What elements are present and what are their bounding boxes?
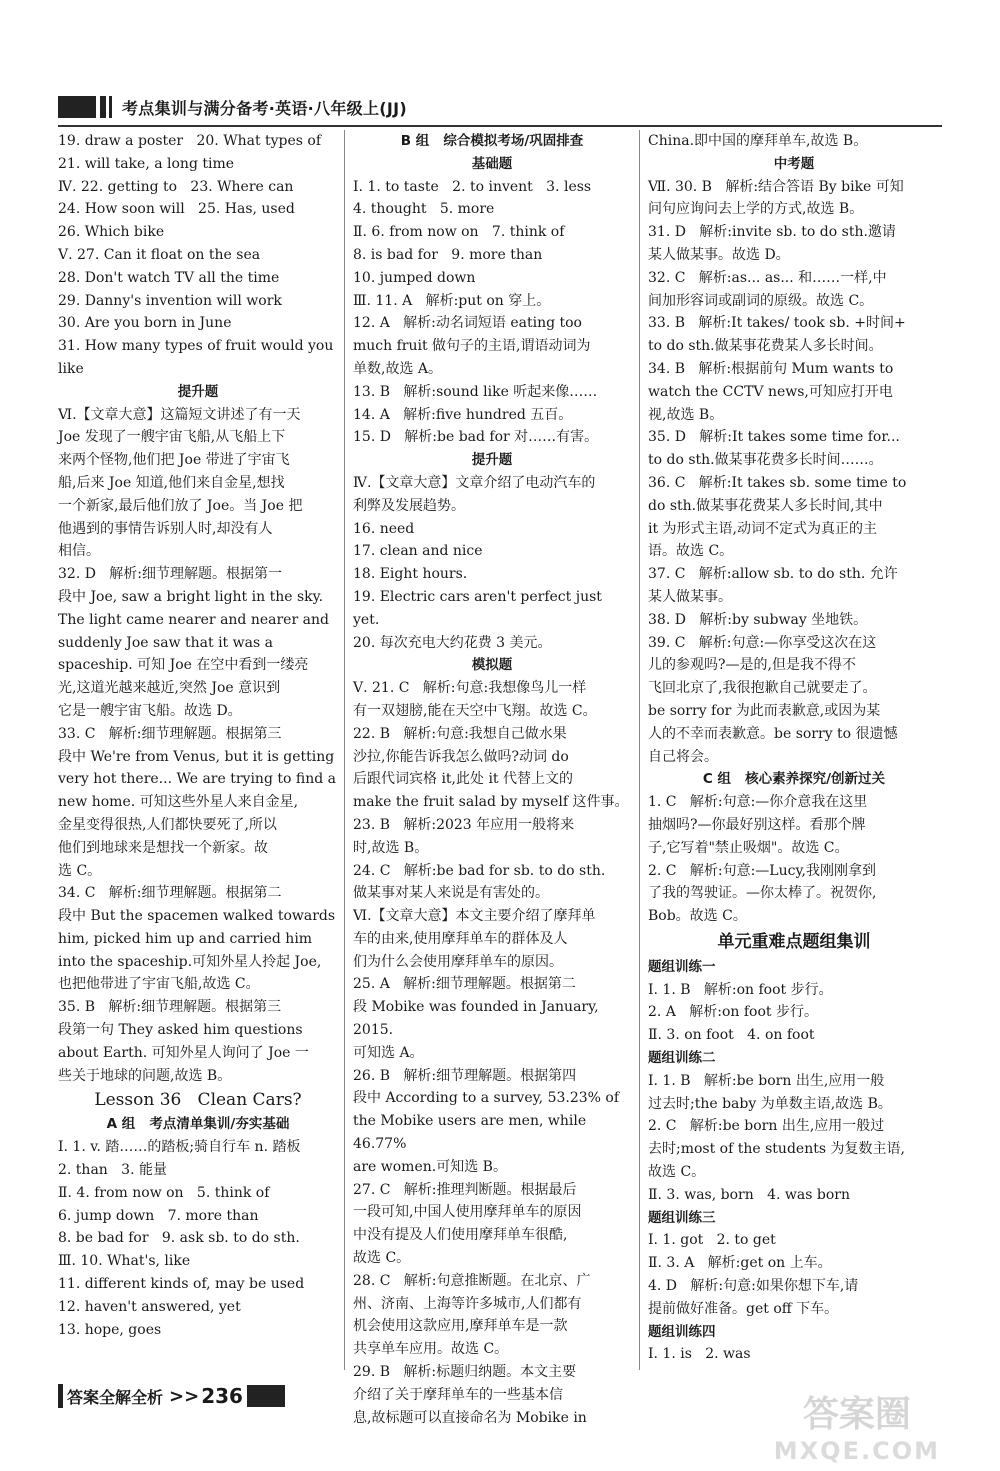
answer-line: 33. C 解析:细节理解题。根据第三: [58, 725, 282, 742]
answer-line: 过去时;the baby 为单数主语,故选 B。: [648, 1095, 892, 1112]
answer-line: 它是一艘宇宙飞船。故选 D。: [58, 702, 242, 719]
answer-line: 单元重难点题组集训: [717, 931, 871, 952]
answer-line: 21. will take, a long time: [58, 155, 235, 172]
answer-line: 子,它写着"禁止吸烟"。故选 C。: [648, 839, 849, 856]
answer-line: 19. draw a poster 20. What types of: [58, 133, 322, 149]
answer-line: Ⅳ. 22. getting to 23. Where can: [58, 178, 294, 195]
answer-line: China.即中国的摩拜单车,故选 B。: [648, 133, 868, 149]
answer-line: 模拟题: [471, 657, 513, 674]
answer-line: 一段可知,中国人使用摩拜单车的原因: [353, 1204, 582, 1221]
answer-line: 间加形容词或副词的原级。故选 C。: [648, 292, 874, 309]
answer-line: 他们到地球来是想找一个新家。故: [58, 839, 268, 856]
answer-line: 19. Electric cars aren't perfect just yet.: [353, 588, 607, 628]
answer-line: 段中 Joe, saw a bright light in the sky.: [58, 588, 324, 605]
answer-line: 31. How many types of fruit would you: [58, 338, 334, 355]
answer-line: 金星变得很热,人们都快要死了,所以: [58, 816, 277, 833]
answer-line: 23. B 解析:2023 年应用一般将来: [353, 816, 575, 833]
answer-line: 34. C 解析:细节理解题。根据第二: [58, 885, 282, 902]
answer-line: 他遇到的事情告诉别人时,却没有人: [58, 520, 273, 537]
answer-line: Ⅶ. 30. B 解析:结合答语 By bike 可知: [648, 178, 904, 195]
answer-line: 25. A 解析:细节理解题。根据第二: [353, 976, 576, 993]
answer-line: 利弊及发展趋势。: [353, 497, 465, 514]
answer-line: be sorry for 为此而表歉意,或因为某: [648, 702, 881, 719]
answer-line: watch the CCTV news,可知应打开电: [648, 383, 893, 400]
answer-line: 段中 We're from Venus, but it is getting: [58, 748, 335, 765]
answer-line: Ⅱ. 3. on foot 4. on foot: [648, 1027, 815, 1044]
answer-line: 段中 But the spacemen walked towards: [58, 908, 336, 925]
answer-line: Joe 发现了一艘宇宙飞船,从飞船上下: [58, 429, 286, 446]
header-title: 考点集训与满分备考·英语·八年级上(JJ): [122, 98, 407, 118]
answer-line: 语。故选 C。: [648, 543, 734, 560]
answer-line: 4. thought 5. more: [353, 201, 495, 218]
answer-line: Ⅱ. 4. from now on 5. think of: [58, 1184, 270, 1201]
answer-line: 些关于地球的问题,故选 B。: [58, 1067, 232, 1084]
answer-line: Ⅳ.【文章大意】文章介绍了电动汽车的: [353, 474, 596, 491]
answer-line: 17. clean and nice: [353, 543, 483, 560]
answer-line: 段 Mobike was founded in January, 2015.: [353, 999, 604, 1039]
answer-line: 选 C。: [58, 862, 102, 879]
answer-line: 车的由来,使用摩拜单车的群体及人: [353, 930, 568, 947]
answer-line: Ⅰ. 1. is 2. was: [648, 1346, 751, 1363]
answer-line: to do sth.做某事花费某人多长时间。: [648, 338, 883, 355]
answer-line: 时,故选 B。: [353, 839, 429, 856]
answer-line: it 为形式主语,动词不定式为真正的主: [648, 520, 878, 537]
answer-line: 39. C 解析:句意:—你享受这次在这: [648, 634, 877, 651]
answer-line: 11. different kinds of, may be used: [58, 1276, 305, 1293]
answer-line: 基础题: [471, 155, 513, 172]
answer-line: 故选 C。: [353, 1250, 411, 1267]
answer-line: 某人做某事。故选 D。: [648, 246, 790, 263]
answer-line: 12. haven't answered, yet: [58, 1298, 241, 1315]
column-divider: [639, 130, 640, 1370]
answer-line: 32. C 解析:as... as... 和……一样,中: [648, 269, 887, 286]
answer-line: 30. Are you born in June: [58, 315, 232, 332]
answer-line: 们为什么会使用摩拜单车的原因。: [353, 953, 563, 970]
answer-line: Ⅰ. 1. got 2. to get: [648, 1232, 776, 1249]
answer-line: suddenly Joe saw that it was a: [58, 634, 273, 651]
answer-line: 10. jumped down: [353, 269, 476, 286]
answer-line: 中考题: [773, 155, 815, 172]
footer-label: 答案全解全析: [67, 1387, 164, 1407]
answer-line: 24. C 解析:be bad for sb. to do sth.: [353, 862, 606, 879]
answer-line: 24. How soon will 25. Has, used: [58, 201, 295, 218]
answer-line: 一个新家,最后他们放了 Joe。当 Joe 把: [58, 497, 303, 514]
answer-line: Lesson 36 Clean Cars?: [94, 1090, 302, 1111]
answer-line: the Mobike users are men, while 46.77%: [353, 1113, 591, 1153]
answer-line: 自己将会。: [648, 748, 718, 765]
answer-line: 提升题: [471, 452, 513, 469]
answer-line: Ⅰ. 1. B 解析:be born 出生,应用一般: [648, 1072, 885, 1089]
answer-line: 来两个怪物,他们把 Joe 带进了宇宙飞: [58, 452, 290, 469]
column-left: [58, 130, 338, 1341]
header-bar-thin: [109, 96, 112, 118]
answer-line: him, picked him up and carried him: [58, 930, 313, 947]
answer-line: 27. C 解析:推理判断题。根据最后: [353, 1181, 577, 1198]
answer-line: 2. than 3. 能量: [58, 1162, 167, 1179]
column-right: [648, 130, 940, 1366]
answer-line: The light came nearer and nearer and: [58, 611, 329, 628]
answer-line: Ⅰ. 1. to taste 2. to invent 3. less: [353, 178, 592, 195]
answer-line: 光,这道光越来越近,突然 Joe 意识到: [58, 680, 281, 697]
footer-bar: [58, 1384, 63, 1408]
answer-line: 33. B 解析:It takes/ took sb. +时间+: [648, 315, 906, 332]
answer-line: Ⅱ. 3. was, born 4. was born: [648, 1186, 850, 1203]
answer-line: 36. C 解析:It takes sb. some time to: [648, 474, 907, 491]
chevron-right-icon: >>: [169, 1385, 200, 1407]
answer-line: 息,故标题可以直接命名为 Mobike in: [353, 1409, 587, 1426]
answer-line: 题组训练三: [648, 1209, 716, 1226]
answer-line: Ⅲ. 10. What's, like: [58, 1253, 191, 1270]
answer-line: 后跟代词宾格 it,此处 it 代替上文的: [353, 771, 574, 788]
answer-line: 也把他带进了宇宙飞船,故选 C。: [58, 976, 260, 993]
watermark-url: MXQE.COM: [773, 1437, 940, 1465]
answer-line: 22. B 解析:句意:我想自己做水果: [353, 725, 567, 742]
answer-line: 中没有提及人们使用摩拜单车很酷,: [353, 1227, 568, 1244]
answer-line: 2. C 解析:be born 出生,应用一般过: [648, 1118, 885, 1135]
page-number: 236: [201, 1384, 243, 1408]
answer-line: 32. D 解析:细节理解题。根据第一: [58, 566, 283, 583]
answer-line: Ⅵ.【文章大意】这篇短文讲述了有一天: [58, 406, 301, 423]
answer-line: 提升题: [177, 383, 219, 400]
answer-line: 某人做某事。: [648, 588, 732, 605]
answer-line: 了我的驾驶证。—你太棒了。祝贺你,: [648, 885, 877, 902]
answer-line: 题组训练四: [648, 1323, 716, 1340]
answer-line: 可知选 A。: [353, 1044, 424, 1061]
answer-line: Ⅵ.【文章大意】本文主要介绍了摩拜单: [353, 908, 596, 925]
answer-line: 段第一句 They asked him questions: [58, 1022, 303, 1039]
answer-line: 16. need: [353, 520, 415, 537]
answer-line: 4. D 解析:句意:如果你想下车,请: [648, 1278, 859, 1295]
answer-line: 26. Which bike: [58, 224, 165, 241]
answer-line: 视,故选 B。: [648, 406, 724, 423]
answer-line: Ⅱ. 3. A 解析:get on 上车。: [648, 1255, 832, 1272]
watermark: [774, 1386, 940, 1465]
answer-line: 沙拉,你能告诉我怎么做吗?动词 do: [353, 748, 569, 765]
answer-line: 2. C 解析:句意:—Lucy,我刚刚拿到: [648, 862, 876, 879]
column-divider: [344, 130, 345, 1370]
answer-line: 相信。: [58, 543, 100, 560]
answer-line: are women.可知选 B。: [353, 1158, 507, 1175]
answer-line: 人的不幸而表歉意。be sorry to 很遗憾: [648, 725, 898, 742]
answer-line: 8. is bad for 9. more than: [353, 246, 543, 263]
page-footer: [58, 1381, 285, 1411]
answer-line: C 组 核心素养探究/创新过关: [702, 771, 886, 788]
answer-line: Ⅴ. 27. Can it float on the sea: [58, 246, 261, 263]
answer-line: 34. B 解析:根据前句 Mum wants to: [648, 360, 894, 377]
answer-line: 35. D 解析:It takes some time for...: [648, 429, 900, 446]
answer-line: 8. be bad for 9. ask sb. to do sth.: [58, 1230, 300, 1247]
header-rule: [58, 125, 942, 127]
answer-line: 14. A 解析:five hundred 五百。: [353, 406, 573, 423]
answer-line: 题组训练二: [648, 1050, 716, 1067]
answer-line: 28. Don't watch TV all the time: [58, 269, 280, 286]
answer-line: Ⅰ. 1. v. 踏……的踏板;骑自行车 n. 踏板: [58, 1139, 301, 1156]
answer-line: 2. A 解析:on foot 步行。: [648, 1004, 818, 1021]
answer-line: 28. C 解析:句意推断题。在北京、广: [353, 1272, 591, 1289]
answer-line: 做某事对某人来说是有害处的。: [353, 885, 549, 902]
answer-line: 提前做好准备。get off 下车。: [648, 1300, 839, 1317]
answer-line: do sth.做某事花费某人多长时间,其中: [648, 497, 883, 514]
answer-line: into the spaceship.可知外星人拎起 Joe,: [58, 953, 322, 970]
answer-line: 38. D 解析:by subway 坐地铁。: [648, 611, 868, 628]
answer-line: 故选 C。: [648, 1164, 706, 1181]
answer-line: 州、济南、上海等许多城市,人们都有: [353, 1295, 582, 1312]
header-bar: [100, 96, 106, 118]
answer-line: 有一双翅膀,能在天空中飞翔。故选 C。: [353, 702, 597, 719]
answer-line: make the fruit salad by myself 这件事。: [353, 794, 629, 811]
answer-line: like: [58, 360, 84, 377]
answer-line: 12. A 解析:动名词短语 eating too: [353, 315, 582, 332]
page-header: [58, 92, 938, 122]
answer-line: new home. 可知这些外星人来自金星,: [58, 794, 299, 811]
answer-line: 13. hope, goes: [58, 1321, 162, 1338]
answer-line: 29. Danny's invention will work: [58, 292, 282, 309]
answer-line: 37. C 解析:allow sb. to do sth. 允许: [648, 566, 898, 583]
answer-line: 共享单车应用。故选 C。: [353, 1341, 509, 1358]
answer-line: 段中 According to a survey, 53.23% of: [353, 1090, 620, 1107]
answer-line: A 组 考点清单集训/夯实基础: [106, 1116, 290, 1133]
answer-line: 18. Eight hours.: [353, 566, 468, 583]
answer-line: Ⅲ. 11. A 解析:put on 穿上。: [353, 292, 551, 309]
answer-line: 35. B 解析:细节理解题。根据第三: [58, 999, 282, 1016]
answer-line: 20. 每次充电大约花费 3 美元。: [353, 634, 552, 651]
answer-line: 31. D 解析:invite sb. to do sth.邀请: [648, 224, 896, 241]
answer-line: 题组训练一: [648, 958, 716, 975]
answer-line: 介绍了关于摩拜单车的一些基本信: [353, 1386, 563, 1403]
answer-line: 26. B 解析:细节理解题。根据第四: [353, 1067, 577, 1084]
answer-line: Bob。故选 C。: [648, 908, 747, 925]
answer-line: 6. jump down 7. more than: [58, 1207, 259, 1224]
answer-line: about Earth. 可知外星人询问了 Joe 一: [58, 1044, 309, 1061]
answer-line: 单数,故选 A。: [353, 360, 443, 377]
footer-block: [247, 1385, 285, 1407]
answer-line: much fruit 做句子的主语,谓语动词为: [353, 338, 591, 355]
answer-line: B 组 综合模拟考场/巩固排查: [400, 133, 584, 149]
answer-line: Ⅴ. 21. C 解析:句意:我想像鸟儿一样: [353, 680, 587, 697]
answer-line: 船,后来 Joe 知道,他们来自金星,想找: [58, 474, 285, 491]
answer-line: to do sth.做某事花费多长时间……。: [648, 452, 883, 469]
answer-line: 15. D 解析:be bad for 对……有害。: [353, 429, 599, 446]
answer-line: 机会使用这款应用,摩拜单车是一款: [353, 1318, 568, 1335]
answer-line: spaceship. 可知 Joe 在空中看到一缕亮: [58, 657, 309, 674]
answer-line: 儿的参观吗?—是的,但是我不得不: [648, 657, 856, 674]
column-middle: [353, 130, 631, 1429]
answer-line: 13. B 解析:sound like 听起来像……: [353, 383, 598, 400]
answer-line: 飞回北京了,我很抱歉自己就要走了。: [648, 680, 877, 697]
answer-line: very hot there... We are trying to find a: [58, 771, 336, 788]
answer-line: Ⅱ. 6. from now on 7. think of: [353, 224, 565, 241]
answer-line: 抽烟吗?—你最好别这样。看那个牌: [648, 816, 866, 833]
answer-line: 1. C 解析:句意:—你介意我在这里: [648, 794, 868, 811]
header-block: [58, 96, 96, 118]
answer-line: Ⅰ. 1. B 解析:on foot 步行。: [648, 981, 833, 998]
answer-line: 29. B 解析:标题归纳题。本文主要: [353, 1364, 577, 1381]
answer-line: 问句应询问去上学的方式,故选 B。: [648, 201, 864, 218]
watermark-logo: 答案圈: [802, 1394, 911, 1435]
answer-line: 去时;most of the students 为复数主语,: [648, 1141, 905, 1158]
